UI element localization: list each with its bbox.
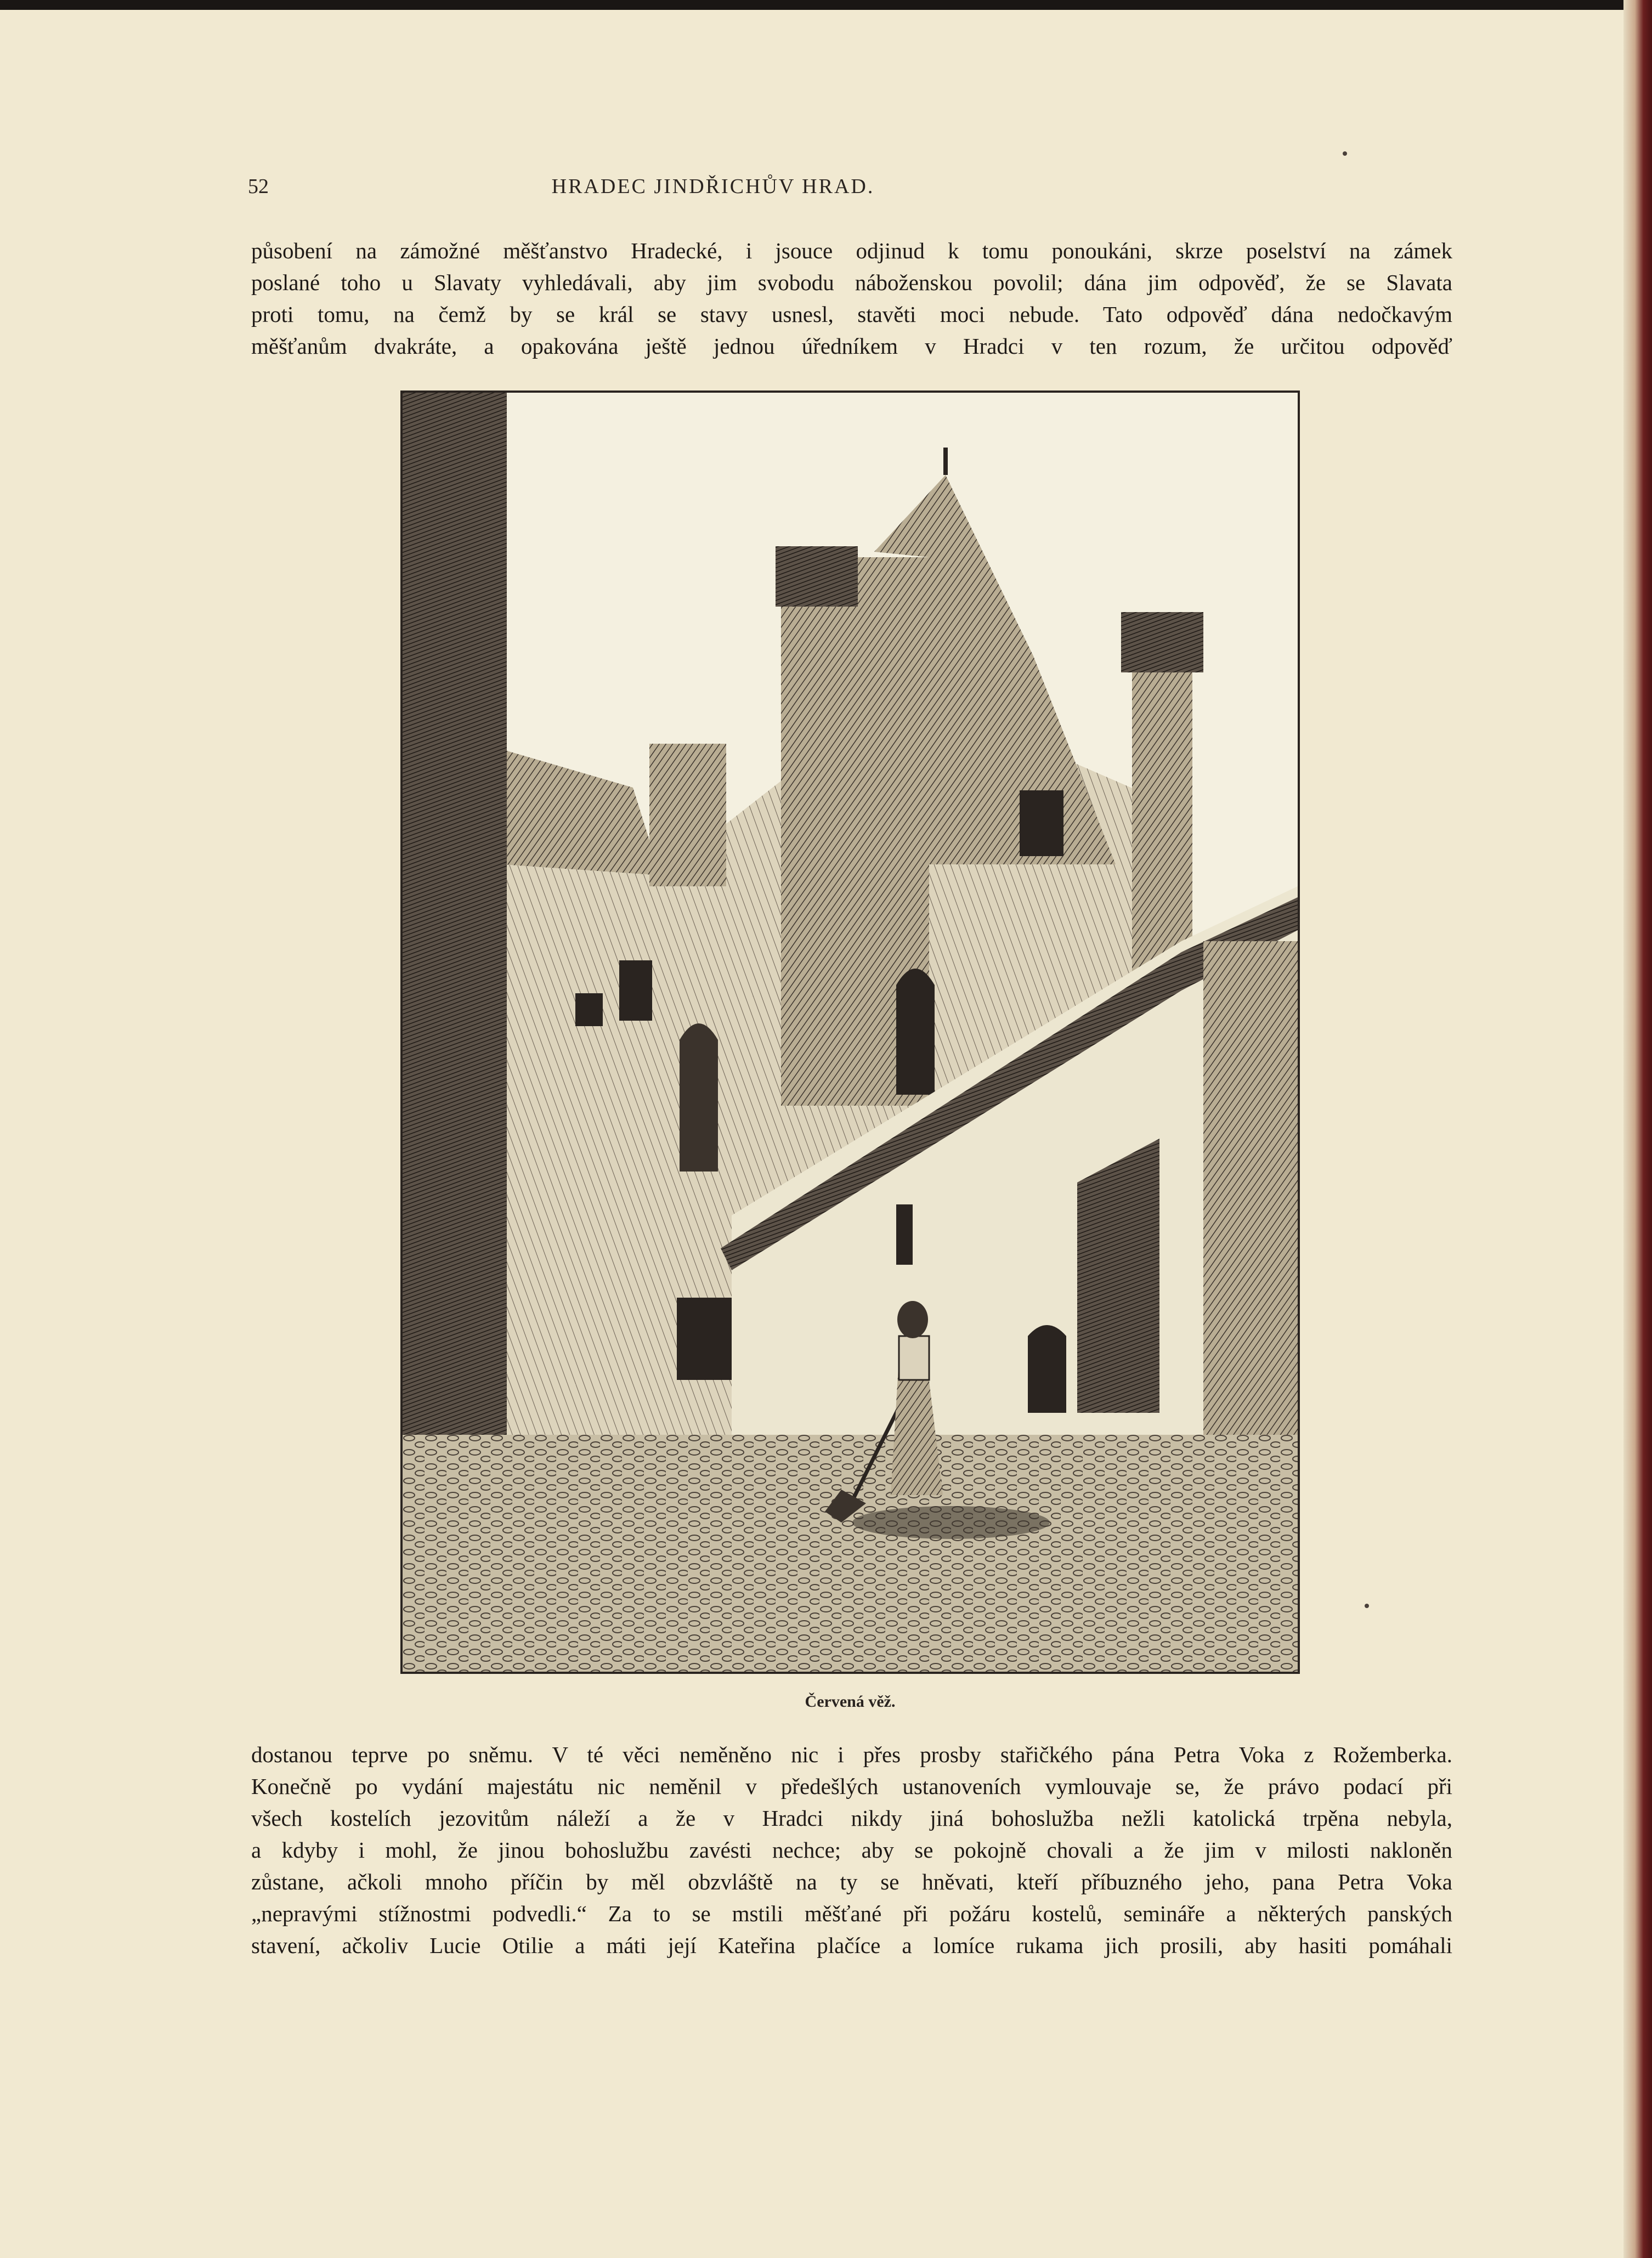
text-line: Konečně po vydání majestátu nic neměnil v předešlých ustanoveních vymlouvaje se, že právo podací při [251, 1774, 1452, 1799]
book-binding-edge [1623, 0, 1652, 2258]
red-tower-engraving [403, 393, 1298, 1672]
small-window [896, 1204, 913, 1265]
text-line: stavení, ačkoliv Lucie Otilie a máti její Kateřina plačíce a lomíce rukama jich prosili, aby hasiti pomáhali [251, 1933, 1452, 1958]
paper-speck [1365, 1604, 1369, 1608]
text-line: „nepravými stížnostmi podvedli.“ Za to se mstili měšťané při požáru kostelů, semináře a některých panských [251, 1901, 1452, 1926]
text-line: působení na zámožné měšťanstvo Hradecké, i jsouce odjinud k tomu ponoukáni, skrze poselství na zámek [251, 238, 1452, 263]
window [1020, 790, 1063, 856]
text-line: zůstane, ačkoli mnoho příčin by měl obzvláště na ty se hněvati, kteří příbuzného jeho, pana Petra Voka [251, 1869, 1452, 1894]
paper-speck [1343, 151, 1347, 156]
text-line: proti tomu, na čemž by se král se stavy usnesl, stavěti moci nebude. Tato odpověď dána nedočkavým [251, 302, 1452, 327]
engraving-illustration [400, 391, 1300, 1674]
paragraph-bottom [251, 1739, 1452, 1961]
window [575, 993, 603, 1026]
text-line: a kdyby i mohl, že jinou bohoslužbu zavésti nechce; aby se pokojně chovali a že jim v milosti nakloněn [251, 1837, 1452, 1863]
shadow [852, 1506, 1050, 1539]
page-number: 52 [248, 175, 269, 198]
running-head [241, 174, 1185, 207]
cobbled-courtyard [403, 1435, 1298, 1672]
text-line: všech kostelích jezovitům náleží a že v Hradci nikdy jiná bohoslužba nežli katolická trpěna nebyla, [251, 1806, 1452, 1831]
running-title: HRADEC JINDŘICHŮV HRAD. [551, 175, 875, 198]
window [677, 1298, 732, 1380]
figure-caption: Červená věž. [805, 1693, 896, 1711]
doorway [1028, 1325, 1066, 1413]
stone-column [403, 393, 507, 1490]
right-wall [1203, 941, 1298, 1446]
scan-top-edge [0, 0, 1652, 10]
turret-top [1121, 612, 1203, 672]
arched-window [896, 969, 935, 1095]
tower-battlement [776, 546, 858, 607]
text-line: poslané toho u Slavaty vyhledávali, aby jim svobodu náboženskou povolil; dána jim odpověď, že se Slavata [251, 270, 1452, 295]
paragraph-top [251, 235, 1452, 362]
chimney [649, 744, 726, 886]
arched-window [680, 1023, 718, 1172]
window [619, 960, 652, 1021]
text-line: dostanou teprve po sněmu. V té věci neměněno nic i přes prosby stařičkého pána Petra Voka z Rožemberka. [251, 1742, 1452, 1767]
gateway [1077, 1139, 1159, 1413]
text-line: měšťanům dvakráte, a opakována ještě jednou úředníkem v Hradci v ten rozum, že určitou odpověď [251, 333, 1452, 359]
